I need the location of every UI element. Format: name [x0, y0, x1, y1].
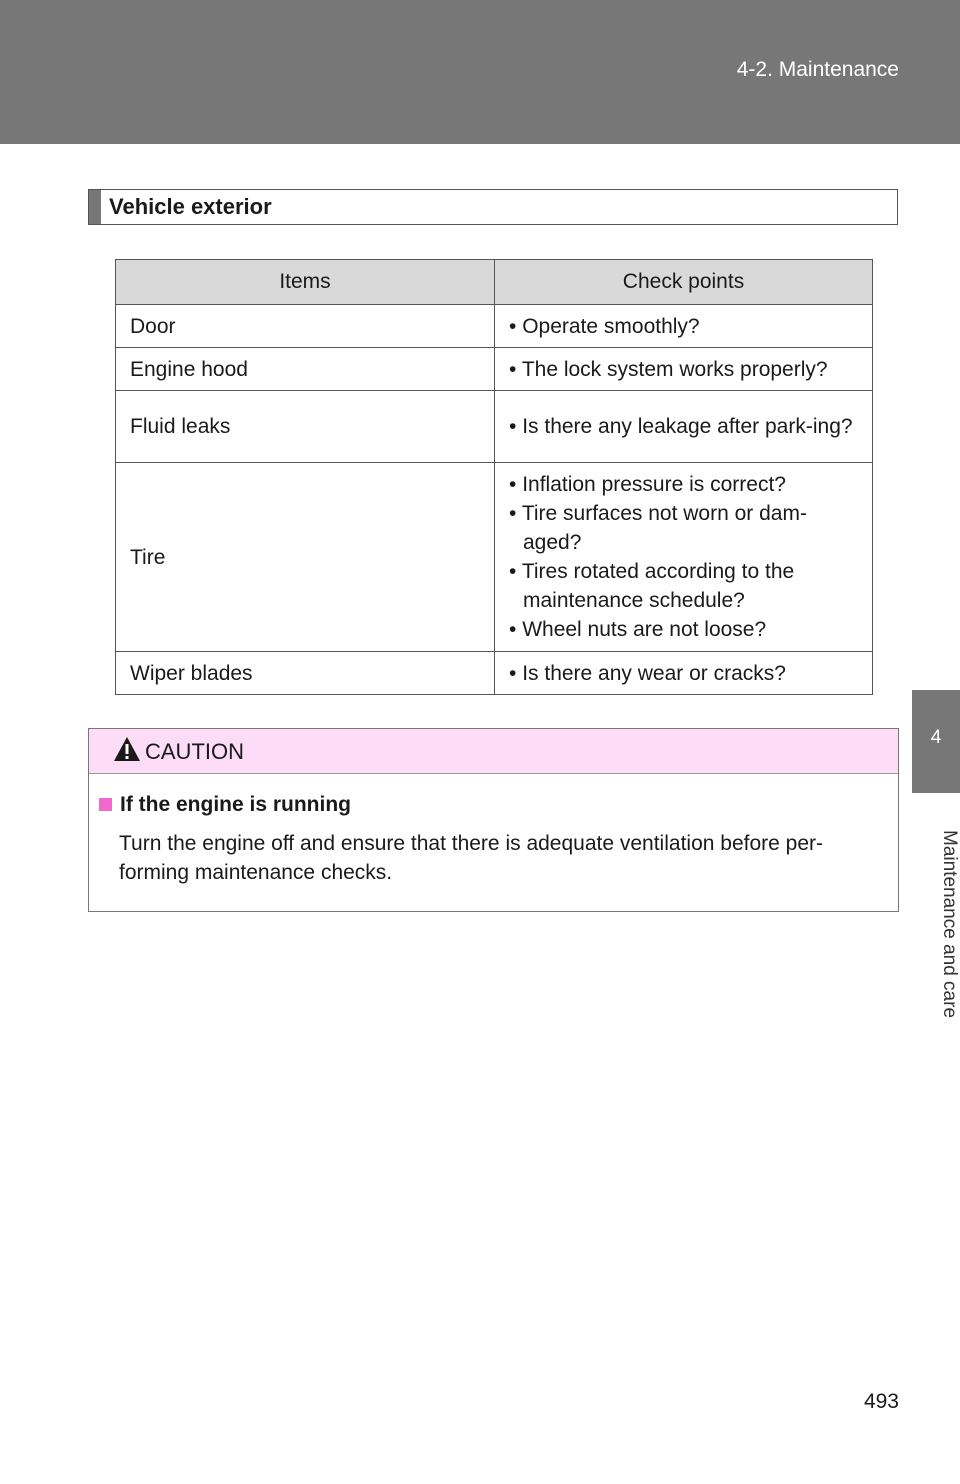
chapter-title: Maintenance and care — [939, 829, 960, 1018]
table-row — [116, 391, 873, 463]
section-header — [88, 189, 898, 225]
table-row — [116, 463, 873, 652]
item-cell: Tire — [116, 463, 495, 652]
check-point: • Tire surfaces not worn or dam-aged? — [509, 502, 807, 554]
check-cell — [495, 348, 873, 391]
caution-title: CAUTION — [145, 739, 244, 764]
check-point: • The lock system works properly? — [509, 357, 828, 381]
column-header: Items — [116, 260, 495, 305]
item-cell: Fluid leaks — [116, 391, 495, 463]
caution-body: Turn the engine off and ensure that there is adequate ventilation before per-forming maintenance checks. — [119, 832, 823, 884]
warning-icon — [113, 736, 141, 762]
square-bullet-icon — [99, 798, 112, 811]
check-cell — [495, 391, 873, 463]
chapter-number: 4 — [930, 727, 942, 748]
page-number: 493 — [863, 1390, 899, 1413]
table-header-row — [116, 260, 873, 305]
caution-subheading: If the engine is running — [99, 793, 351, 817]
check-cell — [495, 305, 873, 348]
check-cell — [495, 652, 873, 695]
caution-header — [89, 729, 898, 774]
check-point: • Wheel nuts are not loose? — [509, 618, 767, 641]
item-cell: Wiper blades — [116, 652, 495, 695]
item-cell: Engine hood — [116, 348, 495, 391]
section-reference: 4-2. Maintenance — [736, 58, 899, 81]
check-point: • Operate smoothly? — [509, 314, 700, 338]
check-point: • Tires rotated according to the maintenance schedule? — [509, 560, 795, 612]
chapter-tab — [912, 690, 960, 793]
section-title: Vehicle exterior — [109, 194, 272, 219]
table-row — [116, 305, 873, 348]
check-point: • Inflation pressure is correct? — [509, 473, 786, 496]
check-point: • Is there any leakage after park-ing? — [509, 415, 853, 438]
check-cell — [495, 463, 873, 652]
caution-box — [88, 728, 899, 912]
check-point: • Is there any wear or cracks? — [509, 661, 786, 685]
check-table — [115, 259, 873, 695]
item-cell: Door — [116, 305, 495, 348]
table-row — [116, 652, 873, 695]
section-header-bar — [89, 190, 101, 224]
column-header: Check points — [495, 260, 873, 305]
header-bar — [0, 0, 960, 144]
table-row — [116, 348, 873, 391]
